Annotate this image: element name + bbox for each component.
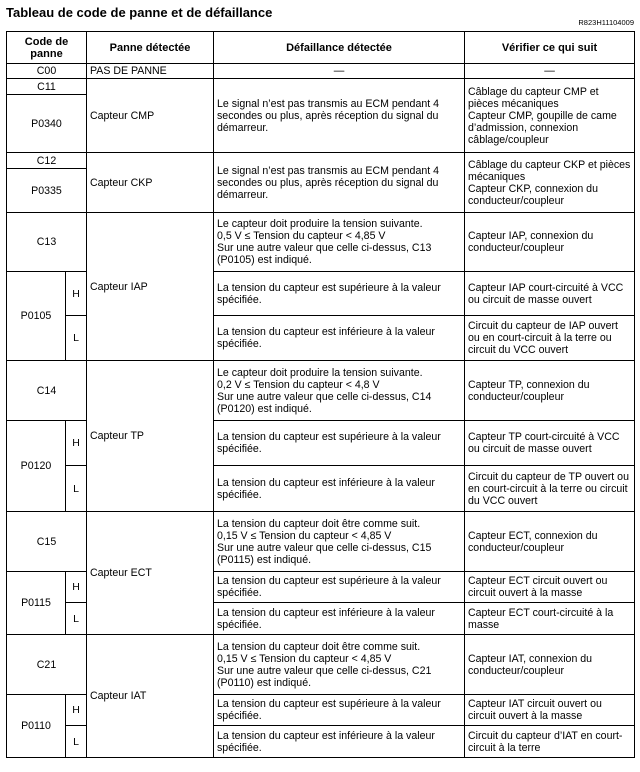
code-cell: P0340 [7, 95, 87, 153]
code-cell: C11 [7, 79, 87, 95]
panne-cell: Capteur TP [87, 361, 214, 512]
verifier-cell: Capteur ECT court-circuité à la masse [465, 603, 635, 635]
defaillance-cell: La tension du capteur est supérieure à la valeur spécifiée. [214, 272, 465, 316]
table-row [7, 512, 635, 572]
verifier-cell: Capteur IAP court-circuité à VCC ou circuit de masse ouvert [465, 272, 635, 316]
defaillance-cell: La tension du capteur doit être comme suit. 0,15 V ≤ Tension du capteur < 4,85 V Sur une autre valeur que celle ci-dessus, C15 (P0115) est indiqué. [214, 512, 465, 572]
verifier-cell: Capteur IAT circuit ouvert ou circuit ouvert à la masse [465, 695, 635, 726]
panne-cell: Capteur IAT [87, 635, 214, 758]
reference-code: R823H11104009 [578, 18, 634, 27]
panne-cell: PAS DE PANNE [87, 64, 214, 79]
verifier-cell: Circuit du capteur de TP ouvert ou en court-circuit à la terre ou circuit du VCC ouvert [465, 466, 635, 512]
code-cell: C14 [7, 361, 87, 421]
table-row [7, 153, 635, 169]
header-code: Code de panne [7, 32, 87, 64]
verifier-cell: Capteur ECT, connexion du conducteur/coupleur [465, 512, 635, 572]
header-defaillance: Défaillance détectée [214, 32, 465, 64]
level-l: L [66, 316, 87, 361]
level-h: H [66, 421, 87, 466]
defaillance-cell: La tension du capteur est inférieure à la valeur spécifiée. [214, 316, 465, 361]
code-cell: P0105 [7, 272, 66, 361]
verifier-cell: Câblage du capteur CMP et pièces mécaniques Capteur CMP, goupille de came d’admission, connexion câblage/coupleur [465, 79, 635, 153]
table-row [7, 213, 635, 272]
verifier-cell: — [465, 64, 635, 79]
code-cell: C00 [7, 64, 87, 79]
table-row [7, 361, 635, 421]
code-cell: C15 [7, 512, 87, 572]
defaillance-cell: La tension du capteur est inférieure à la valeur spécifiée. [214, 726, 465, 758]
page-title: Tableau de code de panne et de défaillance [6, 5, 273, 20]
defaillance-cell: Le capteur doit produire la tension suivante. 0,5 V ≤ Tension du capteur < 4,85 V Sur une autre valeur que celle ci-dessus, C13 (P0105) est indiqué. [214, 213, 465, 272]
header-row [7, 32, 635, 64]
level-l: L [66, 603, 87, 635]
defaillance-cell: Le capteur doit produire la tension suivante. 0,2 V ≤ Tension du capteur < 4,8 V Sur une autre valeur que celle ci-dessus, C14 (P0120) est indiqué. [214, 361, 465, 421]
defaillance-cell: La tension du capteur doit être comme suit. 0,15 V ≤ Tension du capteur < 4,85 V Sur une autre valeur que celle ci-dessus, C21 (P0110) est indiqué. [214, 635, 465, 695]
code-cell: P0115 [7, 572, 66, 635]
verifier-cell: Capteur TP court-circuité à VCC ou circuit de masse ouvert [465, 421, 635, 466]
verifier-cell: Capteur IAT, connexion du conducteur/coupleur [465, 635, 635, 695]
defaillance-cell: La tension du capteur est supérieure à la valeur spécifiée. [214, 421, 465, 466]
header-panne: Panne détectée [87, 32, 214, 64]
defaillance-cell: Le signal n’est pas transmis au ECM pendant 4 secondes ou plus, après réception du signal du démarreur. [214, 79, 465, 153]
defaillance-cell: La tension du capteur est supérieure à la valeur spécifiée. [214, 695, 465, 726]
verifier-cell: Capteur TP, connexion du conducteur/coupleur [465, 361, 635, 421]
panne-cell: Capteur CMP [87, 79, 214, 153]
level-h: H [66, 272, 87, 316]
level-l: L [66, 726, 87, 758]
level-l: L [66, 466, 87, 512]
header-verifier: Vérifier ce qui suit [465, 32, 635, 64]
verifier-cell: Capteur IAP, connexion du conducteur/coupleur [465, 213, 635, 272]
verifier-cell: Capteur ECT circuit ouvert ou circuit ouvert à la masse [465, 572, 635, 603]
defaillance-cell: La tension du capteur est inférieure à la valeur spécifiée. [214, 466, 465, 512]
code-cell: C12 [7, 153, 87, 169]
level-h: H [66, 695, 87, 726]
code-cell: C21 [7, 635, 87, 695]
defaillance-cell: La tension du capteur est supérieure à la valeur spécifiée. [214, 572, 465, 603]
verifier-cell: Circuit du capteur de IAP ouvert ou en court-circuit à la terre ou circuit du VCC ouvert [465, 316, 635, 361]
panne-cell: Capteur IAP [87, 213, 214, 361]
table-row [7, 635, 635, 695]
level-h: H [66, 572, 87, 603]
panne-cell: Capteur ECT [87, 512, 214, 635]
defaillance-cell: — [214, 64, 465, 79]
table-row [7, 79, 635, 95]
fault-code-table [6, 31, 635, 758]
defaillance-cell: Le signal n’est pas transmis au ECM pendant 4 secondes ou plus, après réception du signal du démarreur. [214, 153, 465, 213]
panne-cell: Capteur CKP [87, 153, 214, 213]
code-cell: C13 [7, 213, 87, 272]
verifier-cell: Circuit du capteur d’IAT en court-circuit à la terre [465, 726, 635, 758]
code-cell: P0110 [7, 695, 66, 758]
defaillance-cell: La tension du capteur est inférieure à la valeur spécifiée. [214, 603, 465, 635]
code-cell: P0120 [7, 421, 66, 512]
table-row [7, 64, 635, 79]
code-cell: P0335 [7, 169, 87, 213]
verifier-cell: Câblage du capteur CKP et pièces mécaniques Capteur CKP, connexion du conducteur/coupleur [465, 153, 635, 213]
